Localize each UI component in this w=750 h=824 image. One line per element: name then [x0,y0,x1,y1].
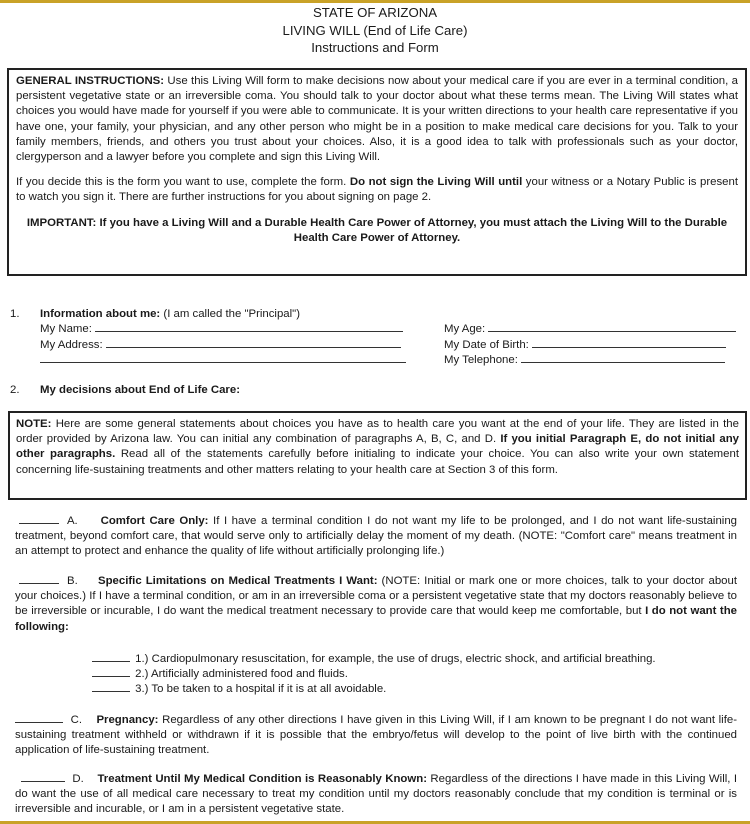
limitation-3-initial-line[interactable] [92,681,130,692]
address-label: My Address: [40,339,103,351]
paragraph-b-bold-end: I do not want the following: [15,605,738,633]
important-notice: IMPORTANT: If you have a Living Will and a Durable Health Care Power of Attorney, you must attach the Living Will to the Durable Health Care Power of Attorney. [26,216,728,244]
paragraph-d-letter: D. [72,773,84,785]
limitation-3-text: 3.) To be taken to a hospital if it is at all avoidable. [135,683,387,695]
note-text-1: Here are some general statements about choices you have as to health care you want at the end of your life. They are listed in the order provided by Arizona law. You can initial any combination of paragraphs A, B, C, and D. [16,418,739,446]
note-paragraph [16,417,739,478]
signing-text-end: your witness or a Notary Public is present to watch you sign it. There are further instructions for you about signing on page 2. [16,176,738,204]
paragraph-b-text: (NOTE: Initial or mark one or more choices, talk to your doctor about your choices.) If I have a terminal condition, or am in an irreversible coma or a persistent vegetative state that my doctors reasonably believe to be irreversible or incurable, I do want the medical treatment necessary to provide care that would keep me comfortable, but [15,575,738,618]
general-instructions-para [16,74,738,165]
limitation-2-text: 2.) Artificially administered food and fluids. [135,668,348,680]
signing-text-start: If you decide this is the form you want to use, complete the form. [16,176,347,189]
signing-text-bold: Do not sign the Living Will until [349,176,523,189]
paragraph-b [15,573,737,635]
limitation-1-text: 1.) Cardiopulmonary resuscitation, for example, the use of drugs, electric shock, and artificial breathing. [135,653,656,665]
paragraph-a-title: Comfort Care Only: [100,515,209,527]
age-input-line[interactable] [488,331,736,332]
section-2-number: 2. [10,384,20,396]
paragraph-d-initial-line[interactable] [21,771,65,782]
paragraph-d-title: Treatment Until My Medical Condition is Reasonably Known: [97,773,427,785]
general-instructions-label: GENERAL INSTRUCTIONS: [16,75,165,87]
general-instructions-text: Use this Living Will form to make decisions now about your medical care if you are ever in a terminal condition, a persistent vegetative state or an irreversible coma. You should talk to your doctor about what these terms mean. The Living Will states what choices you would have made for yourself if you were able to communicate. It is your written directions to your health care representative if you have one, your family, your physician, and any other person who might be in a position to make medical care decisions for you. Talk to your family members, friends, and others you trust about your choices. Also, it is a good idea to talk with professionals such as your doctor, clergyperson and a lawyer before you complete and sign this Living Will. [16,75,738,164]
phone-input-line[interactable] [521,362,725,363]
section-2-title: My decisions about End of Life Care: [40,384,240,396]
top-border [0,0,750,3]
phone-field [444,353,725,368]
paragraph-a-letter: A. [66,515,78,527]
limitation-item-2 [92,666,348,682]
section-1-title: Information about me: [40,308,161,320]
paragraph-c-initial-line[interactable] [15,712,63,723]
section-1-heading [40,307,300,322]
paragraph-b-initial-line[interactable] [19,573,59,584]
general-instructions-box [7,68,747,276]
dob-input-line[interactable] [532,347,726,348]
address-line-2-input[interactable] [40,362,406,363]
dob-field [444,338,726,353]
paragraph-a [15,513,737,560]
note-label: NOTE: [16,418,52,430]
document-subtitle: Instructions and Form [311,40,439,55]
paragraph-c-letter: C. [70,714,83,726]
note-text-2: Read all of the statements carefully before initialing to indicate your choice. You can also write your own statement concerning life-sustaining treatments and other matters relating to your health care at Section 3 of this form. [16,448,739,476]
paragraph-d-text: Regardless of the directions I have made in this Living Will, I do want the use of all medical care necessary to treat my condition until my doctors reasonably conclude that my condition is terminal or is irreversible and incurable, or I am in a persistent vegetative state. [15,773,737,816]
limitation-item-1 [92,651,656,667]
paragraph-c [15,712,737,759]
age-label: My Age: [444,323,486,335]
address-input-line[interactable] [106,347,401,348]
signing-instructions-para [16,175,738,205]
note-box [8,411,747,500]
paragraph-a-text: If I have a terminal condition I do not want my life to be prolonged, and I do not want life-sustaining treatment, beyond comfort care, that would serve only to artificially delay the moment of my death. (NOTE: "Comfort care" means treatment in an attempt to protect and enhance the quality of life without artificially prolonging life.) [15,515,737,558]
note-bold-text: If you initial Paragraph E, do not initial any other paragraphs. [16,433,739,461]
limitation-2-initial-line[interactable] [92,666,130,677]
paragraph-b-title: Specific Limitations on Medical Treatments I Want: [98,575,378,587]
dob-label: My Date of Birth: [444,339,529,351]
paragraph-d [15,771,737,818]
phone-label: My Telephone: [444,354,518,366]
paragraph-a-initial-line[interactable] [19,513,59,524]
paragraph-b-letter: B. [67,575,78,587]
section-1-note: (I am called the "Principal") [163,308,301,320]
section-1-number: 1. [10,308,20,320]
limitation-item-3 [92,681,386,697]
name-field [40,322,403,337]
limitation-1-initial-line[interactable] [92,651,130,662]
document-header [0,4,750,57]
paragraph-c-title: Pregnancy: [96,714,159,726]
paragraph-c-text: Regardless of any other directions I have given in this Living Will, if I am known to be pregnant I do not want life-sustaining treatment withheld or withdrawn if it is possible that the embryo/fetus will develop to the point of live birth with the continued application of life-sustaining treatment. [15,714,737,757]
address-field [40,338,401,353]
address-line-2-field [40,353,406,368]
state-heading: STATE OF ARIZONA [312,5,438,20]
name-input-line[interactable] [95,331,403,332]
age-field [444,322,736,337]
name-label: My Name: [40,323,92,335]
document-title: LIVING WILL (End of Life Care) [282,22,468,38]
